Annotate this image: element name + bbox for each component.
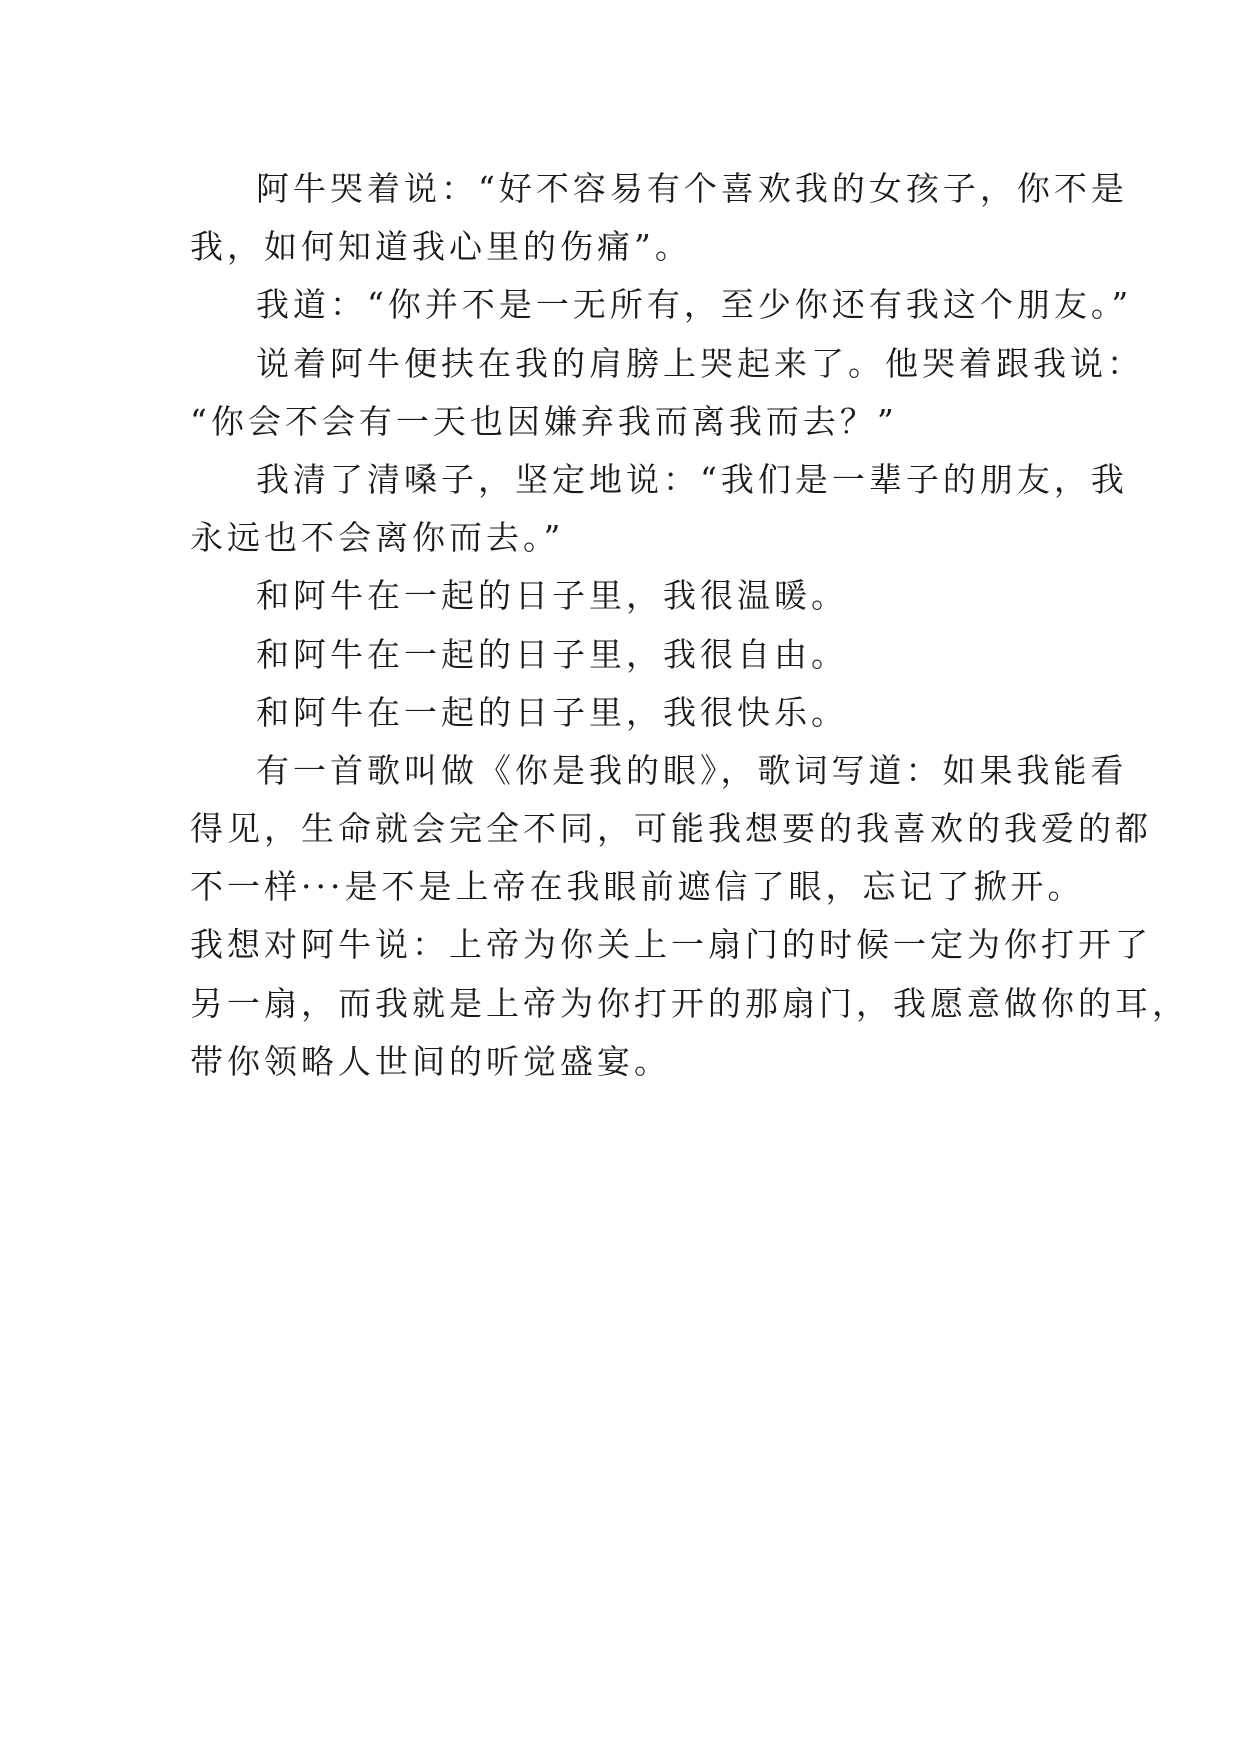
text-line: 我清了清嗓子，坚定地说：“我们是一辈子的朋友，我	[256, 459, 1128, 499]
text-line: 我想对阿牛说：上帝为你关上一扇门的时候一定为你打开了	[190, 925, 1152, 965]
text-line: 我，如何知道我心里的伤痛”。	[190, 227, 692, 267]
text-line: 不一样···是不是上帝在我眼前遮信了眼，忘记了掀开。	[190, 867, 1085, 907]
text-line: 阿牛哭着说：“好不容易有个喜欢我的女孩子，你不是	[256, 169, 1128, 208]
text-line: 得见，生命就会完全不同，可能我想要的我喜欢的我爱的都	[190, 809, 1152, 849]
text-line: 永远也不会离你而去。”	[190, 518, 565, 558]
text-line: 说着阿牛便扶在我的肩膀上哭起来了。他哭着跟我说：	[256, 343, 1144, 383]
text-line: 和阿牛在一起的日子里，我很快乐。	[256, 692, 848, 732]
text-line: 和阿牛在一起的日子里，我很温暖。	[256, 576, 848, 616]
text-line: 和阿牛在一起的日子里，我很自由。	[256, 634, 848, 674]
text-line: “你会不会有一天也因嫌弃我而离我而去？”	[190, 401, 898, 441]
body-text	[190, 160, 1189, 1091]
text-line: 我道：“你并不是一无所有，至少你还有我这个朋友。”	[256, 285, 1133, 325]
text-line: 另一扇，而我就是上帝为你打开的那扇门，我愿意做你的耳，	[190, 983, 1189, 1023]
text-line: 有一首歌叫做《你是我的眼》，歌词写道：如果我能看	[256, 750, 1128, 790]
text-line: 带你领略人世间的听觉盛宴。	[190, 1041, 671, 1081]
